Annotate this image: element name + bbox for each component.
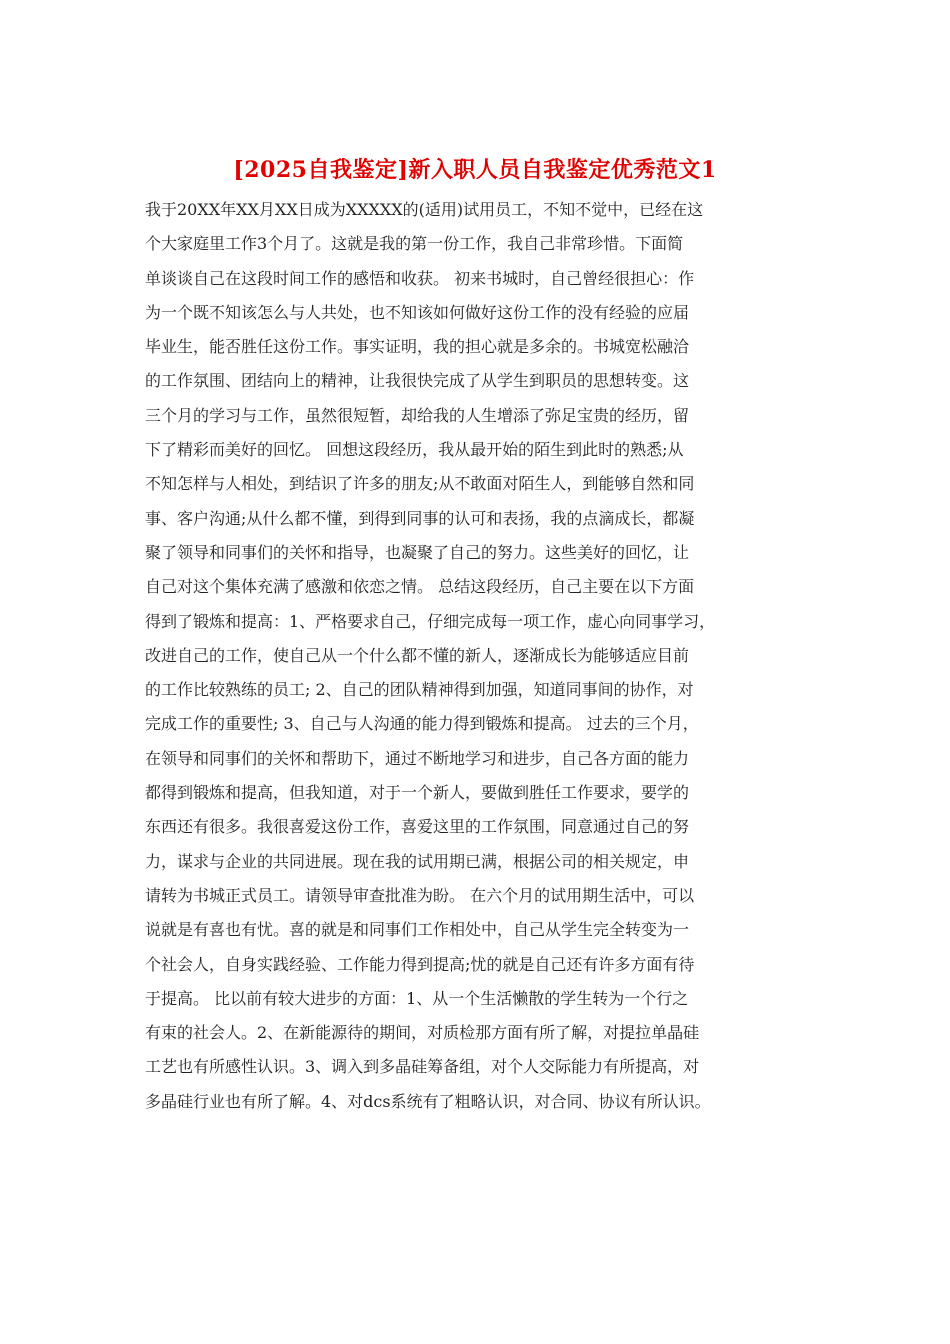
body-line: 为一个既不知该怎么与人共处，也不知该如何做好这份工作的没有经验的应届: [145, 302, 690, 322]
body-line: 三个月的学习与工作，虽然很短暂，却给我的人生增添了弥足宝贵的经历，留: [145, 405, 690, 425]
body-line: 改进自己的工作，使自己从一个什么都不懂的新人，逐渐成长为能够适应目前: [145, 645, 690, 665]
body-line: 我于20XX年XX月XX日成为XXXXX的(适用)试用员工，不知不觉中，已经在这: [145, 200, 704, 219]
body-line: 在领导和同事们的关怀和帮助下，通过不断地学习和进步，自己各方面的能力: [145, 748, 690, 768]
body-line: 工艺也有所感性认识。3、调入到多晶硅筹备组，对个人交际能力有所提高，对: [145, 1057, 700, 1077]
body-line: 有束的社会人。2、在新能源待的期间，对质检那方面有所了解，对提拉单晶硅: [145, 1023, 700, 1043]
body-line: 请转为书城正式员工。请领导审查批准为盼。 在六个月的试用期生活中，可以: [145, 885, 695, 905]
body-line: 聚了领导和同事们的关怀和指导，也凝聚了自己的努力。这些美好的回忆，让: [145, 542, 690, 562]
body-line: 自己对这个集体充满了感激和依恋之情。 总结这段经历，自己主要在以下方面: [145, 577, 695, 597]
body-line: 毕业生，能否胜任这份工作。事实证明，我的担心就是多余的。书城宽松融洽: [145, 337, 690, 357]
document-body: [145, 193, 815, 1119]
document-title: [2025自我鉴定]新入职人员自我鉴定优秀范文1: [233, 157, 717, 183]
body-line: 力，谋求与企业的共同进展。现在我的试用期已满，根据公司的相关规定，申: [145, 851, 690, 871]
body-line: 完成工作的重要性; 3、自己与人沟通的能力得到锻炼和提高。 过去的三个月，: [145, 714, 699, 734]
body-line: 说就是有喜也有忧。喜的就是和同事们工作相处中，自己从学生完全转变为一: [145, 920, 690, 940]
body-line: 下了精彩而美好的回忆。 回想这段经历，我从最开始的陌生到此时的熟悉;从: [145, 440, 684, 460]
body-line: 个社会人，自身实践经验、工作能力得到提高;忧的就是自己还有许多方面有待: [145, 954, 695, 974]
body-line: 于提高。 比以前有较大进步的方面：1、从一个生活懒散的学生转为一个行之: [145, 988, 689, 1008]
body-line: 事、客户沟通;从什么都不懂，到得到同事的认可和表扬，我的点滴成长，都凝: [145, 508, 695, 528]
body-line: 都得到锻炼和提高，但我知道，对于一个新人，要做到胜任工作要求，要学的: [145, 783, 690, 803]
body-line: 多晶硅行业也有所了解。4、对dcs系统有了粗略认识，对合同、协议有所认识。: [145, 1091, 711, 1111]
body-line: 东西还有很多。我很喜爱这份工作，喜爱这里的工作氛围，同意通过自己的努: [145, 817, 690, 837]
body-line: 的工作比较熟练的员工; 2、自己的团队精神得到加强，知道同事间的协作，对: [145, 680, 694, 700]
body-line: 不知怎样与人相处，到结识了许多的朋友;从不敢面对陌生人，到能够自然和同: [145, 474, 695, 494]
body-line: 个大家庭里工作3个月了。这就是我的第一份工作，我自己非常珍惜。下面简: [145, 234, 684, 254]
body-line: 单谈谈自己在这段时间工作的感悟和收获。 初来书城时，自己曾经很担心：作: [145, 268, 695, 288]
body-line: 得到了锻炼和提高：1、严格要求自己，仔细完成每一项工作，虚心向同事学习，: [145, 611, 716, 631]
body-line: 的工作氛围、团结向上的精神，让我很快完成了从学生到职员的思想转变。这: [145, 371, 690, 391]
